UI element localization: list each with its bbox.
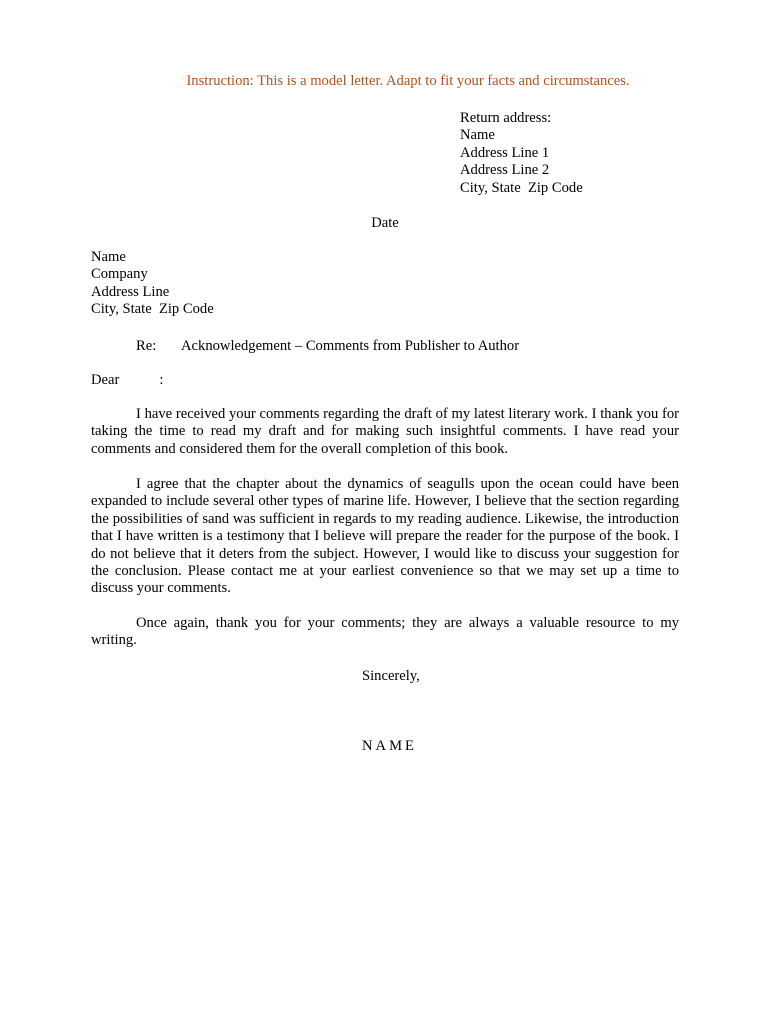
return-address-line-1: Address Line 1	[460, 144, 550, 161]
salutation-colon: :	[159, 372, 164, 388]
recipient-city-state-zip: City, State Zip Code	[91, 301, 214, 318]
subject-label: Re:	[136, 338, 157, 354]
letter-date: Date	[371, 215, 399, 231]
return-address-city-state-zip: City, State Zip Code	[460, 179, 583, 196]
subject-line	[136, 337, 519, 355]
recipient-company: Company	[91, 266, 148, 283]
return-address-line-2: Address Line 2	[460, 162, 550, 179]
salutation-greeting: Dear	[91, 372, 120, 388]
return-address-block	[460, 110, 583, 197]
return-address-label: Return address:	[460, 110, 552, 126]
instruction-note: Instruction: This is a model letter. Adapt to fit your facts and circumstances.	[186, 73, 630, 89]
recipient-name: Name	[91, 249, 126, 265]
salutation	[91, 371, 163, 389]
recipient-block	[91, 249, 214, 319]
body-paragraph-1: I have received your comments regarding the draft of my latest literary work. I thank you for taking the time to read my draft and for making such insightful comments. I have read your comments and considered them for the overall completion of this book.	[91, 406, 679, 457]
subject-text: Acknowledgement – Comments from Publisher to Author	[181, 338, 520, 354]
body-paragraph-3: Once again, thank you for your comments; they are always a valuable resource to my writing.	[91, 615, 679, 649]
signature-name: NAME	[362, 738, 417, 754]
recipient-address: Address Line	[91, 283, 170, 300]
return-address-name: Name	[460, 127, 495, 144]
body-paragraph-2: I agree that the chapter about the dynamics of seagulls upon the ocean could have been expanded to include several other types of marine life. However, I believe that the section regarding the possibilities of sand was sufficient in regards to my reading audience. Likewise, the introduction that I have written is a testimony that I believe will prepare the reader for the purpose of the book. I do not believe that it deters from the subject. However, I would like to discuss your suggestion for the conclusion. Please contact me at your earliest convenience so that we may set up a time to discuss your comments.	[91, 476, 679, 597]
closing: Sincerely,	[362, 668, 420, 684]
